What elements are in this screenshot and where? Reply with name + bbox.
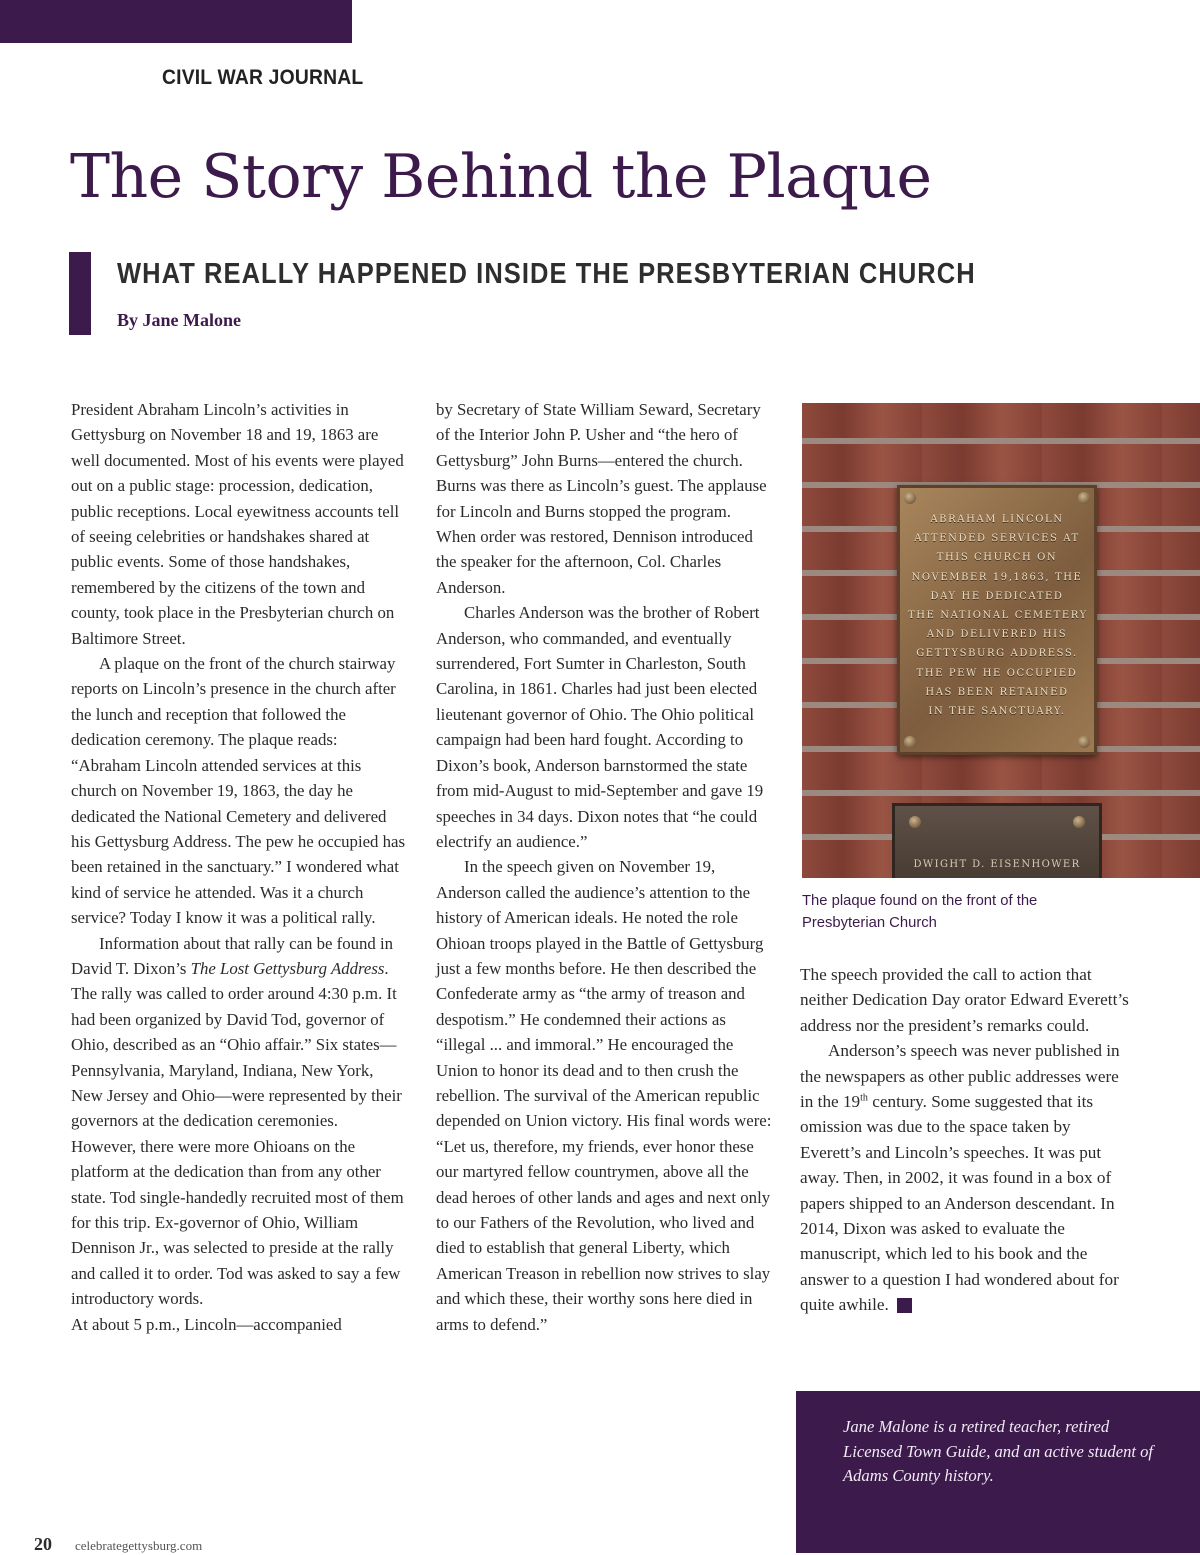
bolt-icon [904, 492, 916, 504]
text-run: Anderson’s speech was never published in the newspapers as other public addresses were in the 19 [800, 1041, 1120, 1112]
page-number: 20 [34, 1534, 52, 1554]
paragraph: by Secretary of State William Seward, Secretary of the Interior John P. Usher and “the hero of Gettysburg” John Burns—entered the church. Burns was there as Lincoln’s guest. The applause for Lincoln and Burns stopped the program. When order was restored, Dennison introduced the speaker for the afternoon, Col. Charles Anderson. [436, 400, 767, 597]
plaque-text-line: HAS BEEN RETAINED [925, 686, 1069, 698]
plaque-text-line: AND DELIVERED HIS [926, 629, 1068, 641]
paragraph: President Abraham Lincoln’s activities in Gettysburg on November 18 and 19, 1863 are well documented. Most of his events were played out on a public stage: procession, dedication, public receptions. Local eyewitness accounts tell of seeing celebrities or handshakes shared at public events. Some of those handshakes, remembered by the citizens of the town and county, took place in the Presbyterian church on Baltimore Street. [71, 400, 404, 648]
plaque-text-line: GETTYSBURG ADDRESS. [916, 648, 1078, 660]
bolt-icon [1078, 736, 1090, 748]
text-run: . The rally was called to order around 4:30 p.m. It had been organized by David Tod, governor of Ohio, described as an “Ohio affair.” Six states—Pennsylvania, Maryland, Indiana, New York, New Jersey and Ohio—were represented by their governors at the dedication ceremonies. However, there were more Ohioans on the platform at the dedication than from any other state. Tod single-handedly recruited most of them for this trip. Ex-governor of Ohio, William Dennison Jr., was selected to preside at the rally and called it to order. Tod was asked to say a few introductory words. [71, 958, 404, 1309]
article-subtitle: WHAT REALLY HAPPENED INSIDE THE PRESBYTERIAN CHURCH [117, 258, 976, 290]
plaque-text-line: THIS CHURCH ON [936, 552, 1058, 564]
article-column-2 [436, 397, 772, 1337]
paragraph: Charles Anderson was the brother of Robert Anderson, who commanded, and eventually surrendered, Fort Sumter in Charleston, South Carolina, in 1861. Charles had just been elected lieutenant governor of Ohio. The Ohio political campaign had been hard fought. According to Dixon’s book, Anderson barnstormed the state from mid-August to mid-September and gave 19 speeches in 34 days. Dixon notes that “he could electrify an audience.” [436, 603, 764, 851]
photo-caption: The plaque found on the front of the Presbyterian Church [802, 893, 1038, 931]
plaque-text-line: NOVEMBER 19,1863, THE [911, 571, 1083, 583]
article-column-3 [800, 962, 1136, 1318]
site-url[interactable]: celebrategettysburg.com [75, 1538, 203, 1553]
paragraph: The speech provided the call to action that neither Dedication Day orator Edward Everett’s address nor the president’s remarks could. [800, 965, 1129, 1035]
plaque-text-line: IN THE SANCTUARY. [928, 706, 1066, 718]
paragraph: In the speech given on November 19, Anderson called the audience’s attention to the history of American ideals. He noted the role Ohioan troops played in the Battle of Gettysburg just a few months before. He then described the Confederate army as “the army of treason and despotism.” He condemned their actions as “illegal ... and immoral.” He encouraged the Union to honor its dead and to then crush the rebellion. The survival of the American republic depended on Union victory. His final words were: “Let us, therefore, my friends, ever honor these our martyred fellow countrymen, above all the dead heroes of other lands and ages and next only to our Fathers of the Revolution, who lived and died to establish that general Liberty, which American Treason in rebellion now strives to slay and which these, their worthy sons here died in arms to defend.” [436, 857, 772, 1334]
eisenhower-plaque [892, 803, 1102, 878]
plaque-text-line: DAY HE DEDICATED [930, 590, 1064, 602]
author-bio: Jane Malone is a retired teacher, retired Licensed Town Guide, and an active student of Adams County history. [843, 1417, 1154, 1485]
paragraph [71, 931, 406, 1312]
text-run: century. Some suggested that its omission was due to the space taken by Everett’s and Lincoln’s speeches. It was put away. Then, in 2002, it was found in a box of papers shipped to an Anderson descendant. In 2014, Dixon was asked to evaluate the manuscript, which led to his book and the answer to a question I had wondered about for quite awhile. [800, 1092, 1119, 1315]
bolt-icon [1073, 816, 1085, 828]
bolt-icon [904, 736, 916, 748]
article-column-1 [71, 397, 406, 1337]
byline: By Jane Malone [117, 310, 241, 330]
paragraph: A plaque on the front of the church stairway reports on Lincoln’s presence in the church after the lunch and reception that followed the dedication ceremony. The plaque reads: “Abraham Lincoln attended services at this church on November 19, 1863, the day he dedicated the National Cemetery and delivered his Gettysburg Address. The pew he occupied has been retained in the sanctuary.” I wondered what kind of service he attended. Was it a church service? Today I know it was a political rally. [71, 654, 406, 928]
plaque-photo [802, 403, 1200, 878]
author-bio-box [796, 1391, 1200, 1553]
paragraph [800, 1038, 1136, 1317]
section-label: CIVIL WAR JOURNAL [162, 66, 364, 89]
article-title: The Story Behind the Plaque [70, 142, 932, 212]
bolt-icon [1078, 492, 1090, 504]
plaque-text-line: ABRAHAM LINCOLN [930, 514, 1064, 525]
plaque-text-line: ATTENDED SERVICES AT [914, 533, 1080, 545]
lincoln-plaque [897, 485, 1097, 755]
plaque-text-line: THE NATIONAL CEMETERY [908, 610, 1088, 622]
text-run: Information about that rally can be found in David T. Dixon’s [71, 933, 394, 978]
bolt-icon [909, 816, 921, 828]
book-title: The Lost Gettysburg Address [190, 958, 385, 978]
paragraph: At about 5 p.m., Lincoln—accompanied [71, 1314, 342, 1334]
deck-accent-bar [69, 252, 91, 335]
superscript: th [860, 1092, 868, 1104]
plaque-text-line: DWIGHT D. EISENHOWER [913, 859, 1081, 870]
plaque-text-line: THE PEW HE OCCUPIED [916, 667, 1078, 679]
top-accent-bar [0, 0, 352, 43]
end-mark-icon: G [897, 1298, 912, 1313]
